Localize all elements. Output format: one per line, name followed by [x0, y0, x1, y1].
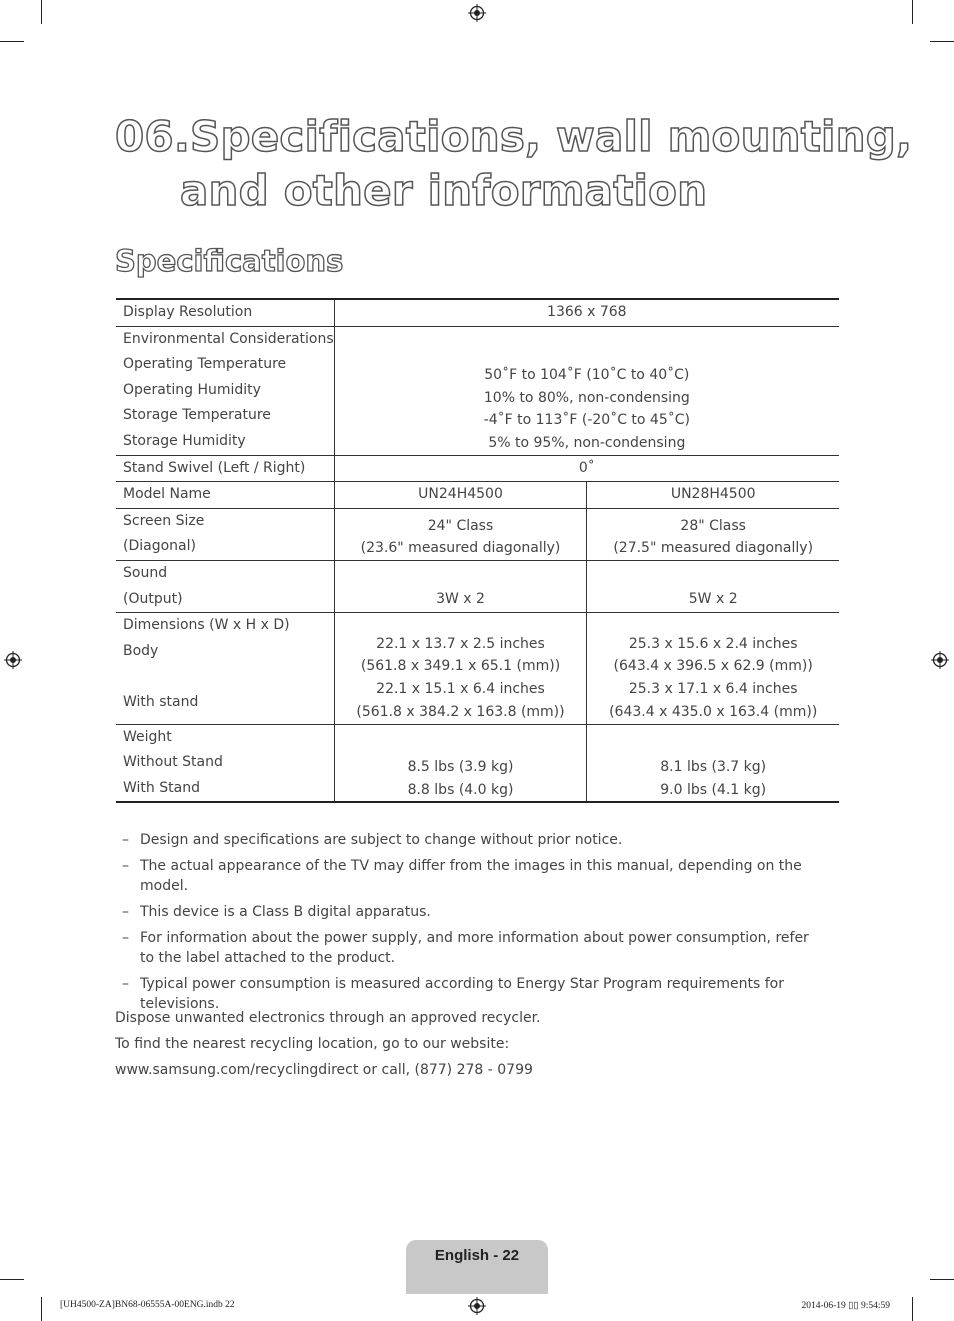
model-un28-value: 5W x 2 — [587, 560, 839, 612]
table-row-stand-swivel — [116, 455, 839, 482]
table-row-display-resolution — [116, 299, 839, 326]
row-label: Dimensions (W x H x D) Body With stand — [116, 613, 334, 724]
crop-mark — [41, 1297, 42, 1321]
crop-mark — [41, 0, 42, 24]
model-un24-value: UN24H4500 — [334, 482, 587, 509]
model-un24-value: 8.5 lbs (3.9 kg) 8.8 lbs (4.0 kg) — [334, 724, 587, 802]
row-label: Environmental Considerations Operating Temperature Operating Humidity Storage Temperature Storage Humidity — [116, 326, 334, 455]
row-label: Sound (Output) — [116, 560, 334, 612]
notes-list — [122, 830, 822, 1020]
row-label: Model Name — [116, 482, 334, 509]
crop-mark — [930, 1279, 954, 1280]
recycling-line: Dispose unwanted electronics through an approved recycler. — [115, 1010, 541, 1026]
list-item: – Design and specifications are subject to change without prior notice. — [122, 832, 623, 848]
table-row-screen-size — [116, 508, 839, 560]
row-value: 0˚ — [334, 455, 839, 482]
chapter-title — [115, 110, 912, 218]
model-un24-value: 24" Class (23.6" measured diagonally) — [334, 508, 587, 560]
row-label: Weight Without Stand With Stand — [116, 724, 334, 802]
table-row-model-name — [116, 482, 839, 509]
page-number-tab: English - 22 — [406, 1240, 548, 1294]
section-title: Specifications — [115, 244, 344, 278]
crop-mark — [912, 1297, 913, 1321]
chapter-title-line-1: 06.Specifications, wall mounting, — [115, 112, 913, 161]
print-slug-date: 2014-06-19 ▯▯ 9:54:59 — [801, 1301, 890, 1311]
registration-mark-icon — [468, 4, 486, 22]
list-item: – For information about the power supply, and more information about power consumption, refer to the label attached to the product. — [122, 930, 809, 966]
crop-mark — [930, 41, 954, 42]
registration-mark-icon — [931, 651, 949, 669]
print-slug-file: [UH4500-ZA]BN68-06555A-00ENG.indb 22 — [60, 1300, 235, 1310]
crop-mark — [0, 1279, 24, 1280]
recycling-info — [115, 1005, 541, 1083]
table-row-dimensions — [116, 613, 839, 724]
model-un24-value: 3W x 2 — [334, 560, 587, 612]
crop-mark — [0, 41, 24, 42]
specifications-table — [116, 298, 839, 803]
table-row-environment — [116, 326, 839, 455]
row-label: Screen Size (Diagonal) — [116, 508, 334, 560]
registration-mark-icon — [468, 1297, 486, 1315]
list-item: – This device is a Class B digital apparatus. — [122, 904, 431, 920]
chapter-title-line-2: and other information — [180, 166, 708, 215]
crop-mark — [912, 0, 913, 24]
table-row-sound — [116, 560, 839, 612]
row-label: Stand Swivel (Left / Right) — [116, 455, 334, 482]
model-un28-value: 25.3 x 15.6 x 2.4 inches (643.4 x 396.5 x 62.9 (mm)) 25.3 x 17.1 x 6.4 inches (643.4 x 435.0 x 163.4 (mm)) — [587, 613, 839, 724]
list-item: – The actual appearance of the TV may differ from the images in this manual, depending on the model. — [122, 858, 802, 894]
registration-mark-icon — [4, 651, 22, 669]
recycling-line: To find the nearest recycling location, go to our website: — [115, 1036, 510, 1052]
model-un28-value: 28" Class (27.5" measured diagonally) — [587, 508, 839, 560]
row-value: 1366 x 768 — [334, 299, 839, 326]
recycling-website-line: www.samsung.com/recyclingdirect or call, (877) 278 - 0799 — [115, 1062, 533, 1078]
model-un28-value: UN28H4500 — [587, 482, 839, 509]
model-un28-value: 8.1 lbs (3.7 kg) 9.0 lbs (4.1 kg) — [587, 724, 839, 802]
list-item: – Typical power consumption is measured according to Energy Star Program requirements for televisions. — [122, 976, 784, 1012]
row-value: 50˚F to 104˚F (10˚C to 40˚C) 10% to 80%, non-condensing -4˚F to 113˚F (-20˚C to 45˚C) 5% to 95%, non-condensing — [334, 326, 839, 455]
row-label: Display Resolution — [116, 299, 334, 326]
table-row-weight — [116, 724, 839, 802]
model-un24-value: 22.1 x 13.7 x 2.5 inches (561.8 x 349.1 x 65.1 (mm)) 22.1 x 15.1 x 6.4 inches (561.8 x 384.2 x 163.8 (mm)) — [334, 613, 587, 724]
